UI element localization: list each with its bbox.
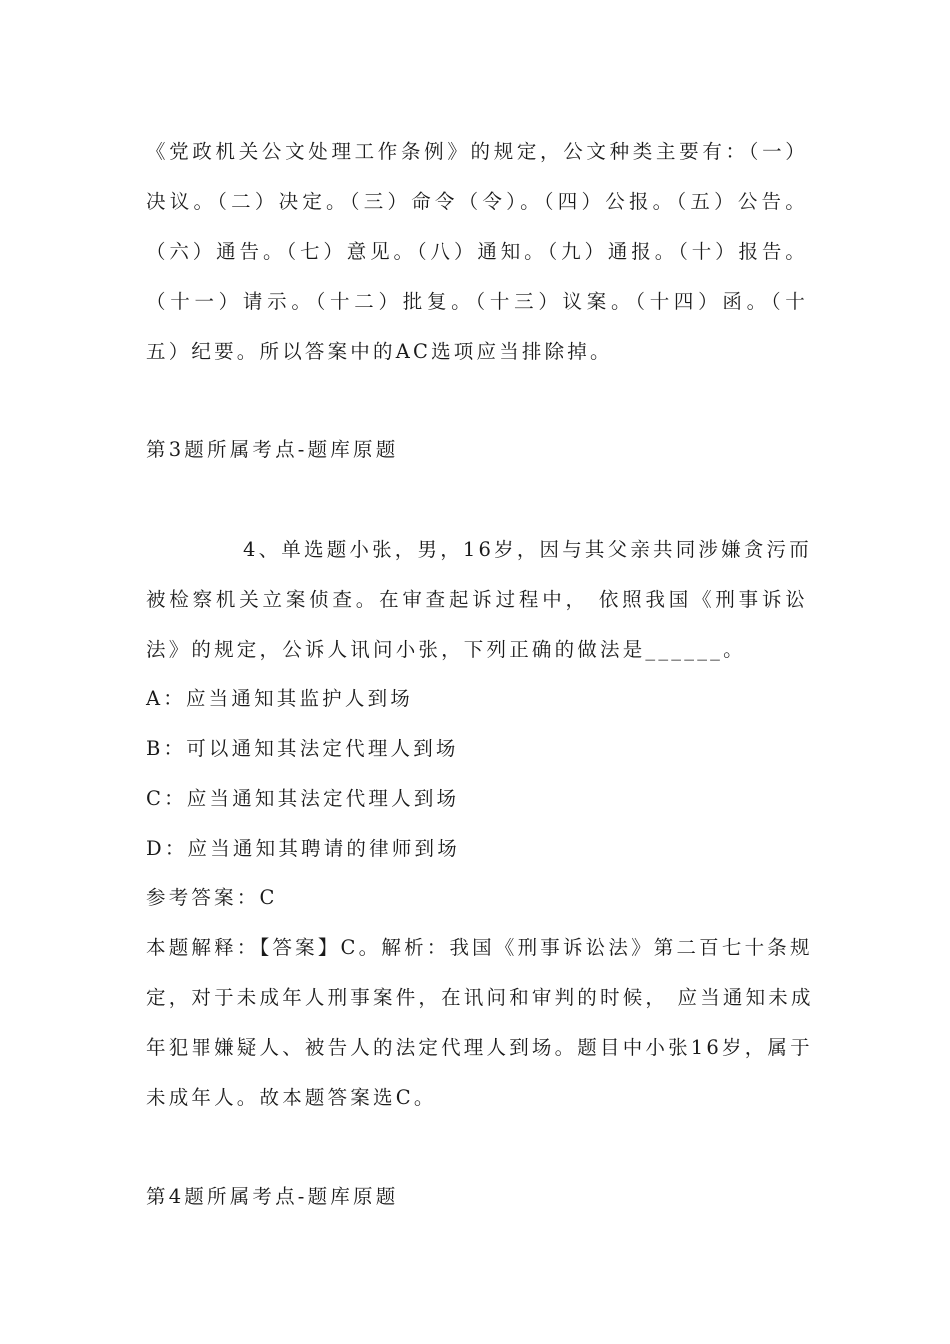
question-stem-line: 法》的规定，公诉人讯问小张，下列正确的做法是______。 — [146, 638, 746, 661]
explanation-line: 《党政机关公文处理工作条例》的规定，公文种类主要有：（一） — [146, 140, 808, 163]
explanation-line: （六）通告。（七）意见。（八）通知。（九）通报。（十）报告。 — [146, 240, 808, 263]
reference-answer: 参考答案：C — [146, 886, 278, 909]
question-stem-line: 4、单选题小张，男，16岁，因与其父亲共同涉嫌贪污而 — [243, 538, 812, 561]
answer-explanation-line: 年犯罪嫌疑人、被告人的法定代理人到场。题目中小张16岁，属于 — [146, 1036, 813, 1059]
answer-explanation-line: 本题解释：【答案】C。解析：我国《刑事诉讼法》第二百七十条规 — [146, 936, 813, 959]
option-d: D：应当通知其聘请的律师到场 — [146, 837, 460, 860]
option-b: B：可以通知其法定代理人到场 — [146, 737, 459, 760]
explanation-line: 五）纪要。所以答案中的AC选项应当排除掉。 — [146, 340, 613, 363]
answer-explanation-line: 定，对于未成年人刑事案件，在讯问和审判的时候， 应当通知未成 — [146, 986, 814, 1009]
answer-explanation-line: 未成年人。故本题答案选C。 — [146, 1086, 437, 1109]
question-stem-line: 被检察机关立案侦查。在审查起诉过程中， 依照我国《刑事诉讼 — [146, 588, 808, 611]
section-heading-q3: 第3题所属考点-题库原题 — [146, 438, 399, 461]
section-heading-q4: 第4题所属考点-题库原题 — [146, 1185, 399, 1208]
option-c: C：应当通知其法定代理人到场 — [146, 787, 460, 810]
explanation-line: （十一）请示。（十二）批复。（十三）议案。（十四）函。（十 — [146, 290, 808, 313]
explanation-line: 决议。（二）决定。（三）命令（令）。（四）公报。（五）公告。 — [146, 190, 808, 213]
option-a: A：应当通知其监护人到场 — [146, 687, 413, 710]
